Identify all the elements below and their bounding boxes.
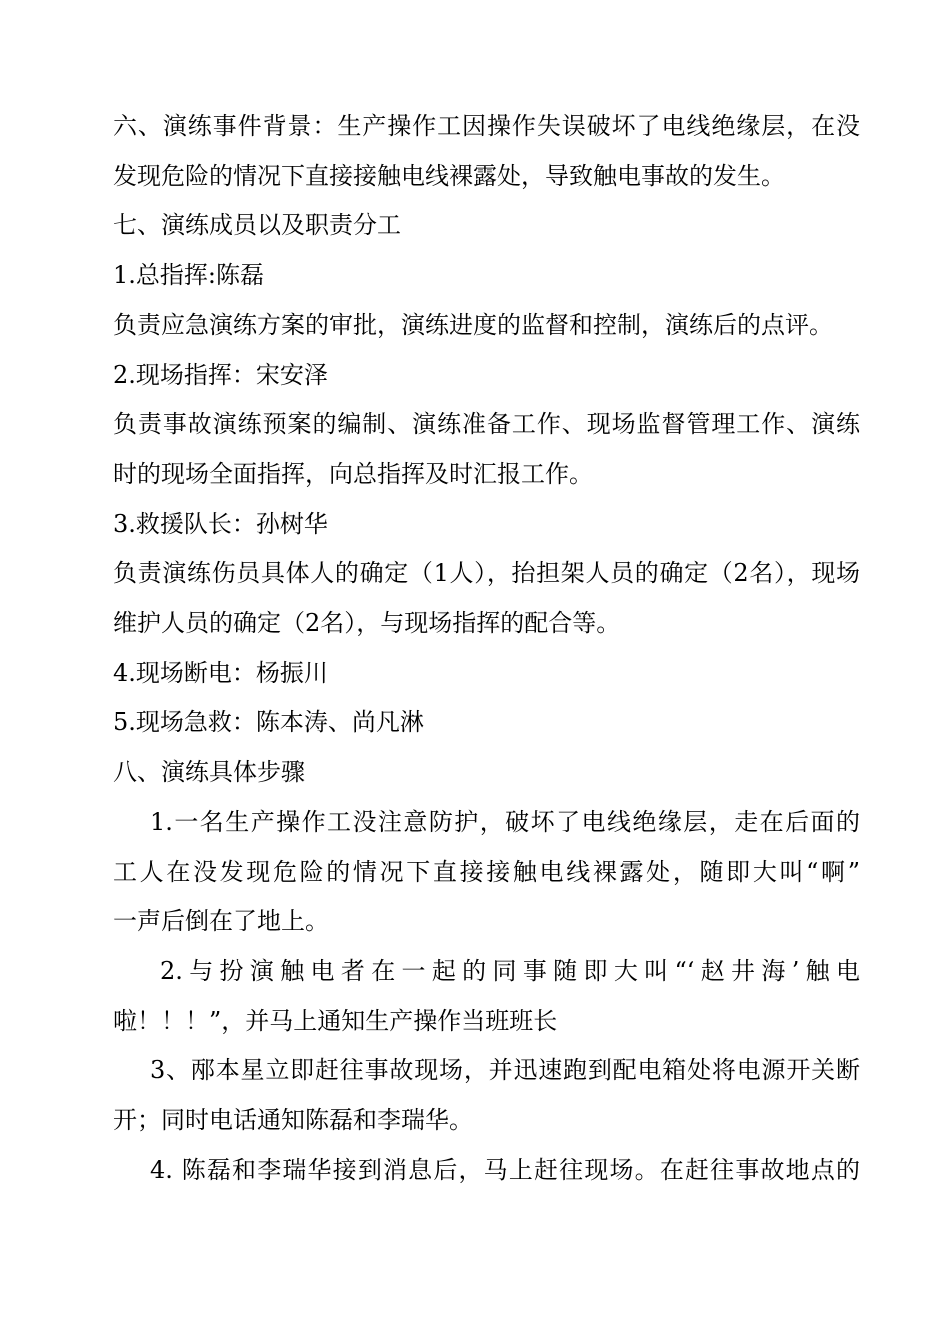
step-2-line: 2.与扮演触电者在一起的同事随即大叫“‘赵井海’触电: [160, 957, 860, 985]
paragraph-line: 负责事故演练预案的编制、演练准备工作、现场监督管理工作、演练: [113, 410, 860, 438]
role-power-off: 4.现场断电：杨振川: [113, 659, 328, 687]
step-1-line: 一声后倒在了地上。: [113, 907, 329, 935]
step-4-line: 4. 陈磊和李瑞华接到消息后，马上赶往现场。在赶往事故地点的: [150, 1156, 860, 1184]
paragraph-line: 负责演练伤员具体人的确定（1人），抬担架人员的确定（2名），现场: [113, 559, 860, 587]
role-rescue-captain: 3.救援队长：孙树华: [113, 510, 328, 538]
paragraph-line: 负责应急演练方案的审批，演练进度的监督和控制，演练后的点评。: [113, 311, 833, 339]
step-2-line: 啦！！！”，并马上通知生产操作当班班长: [113, 1007, 558, 1035]
role-first-aid: 5.现场急救：陈本涛、尚凡淋: [113, 708, 424, 736]
role-site-commander: 2.现场指挥：宋安泽: [113, 361, 328, 389]
step-1-line: 1.一名生产操作工没注意防护，破坏了电线绝缘层，走在后面的: [150, 808, 860, 836]
step-3-line: 开；同时电话通知陈磊和李瑞华。: [113, 1106, 473, 1134]
paragraph-line: 时的现场全面指挥，向总指挥及时汇报工作。: [113, 460, 593, 488]
role-commander: 1.总指挥:陈磊: [113, 261, 264, 289]
section-7-heading: 七、演练成员以及职责分工: [113, 211, 401, 239]
step-3-line: 3、邴本星立即赶往事故现场，并迅速跑到配电箱处将电源开关断: [150, 1056, 860, 1084]
paragraph-line: 发现危险的情况下直接接触电线裸露处，导致触电事故的发生。: [113, 162, 785, 190]
section-6-heading: 六、演练事件背景：生产操作工因操作失误破坏了电线绝缘层，在没: [113, 112, 860, 140]
paragraph-line: 维护人员的确定（2名），与现场指挥的配合等。: [113, 609, 621, 637]
step-1-line: 工人在没发现危险的情况下直接接触电线裸露处，随即大叫“啊”: [113, 858, 860, 886]
section-8-heading: 八、演练具体步骤: [113, 758, 305, 786]
